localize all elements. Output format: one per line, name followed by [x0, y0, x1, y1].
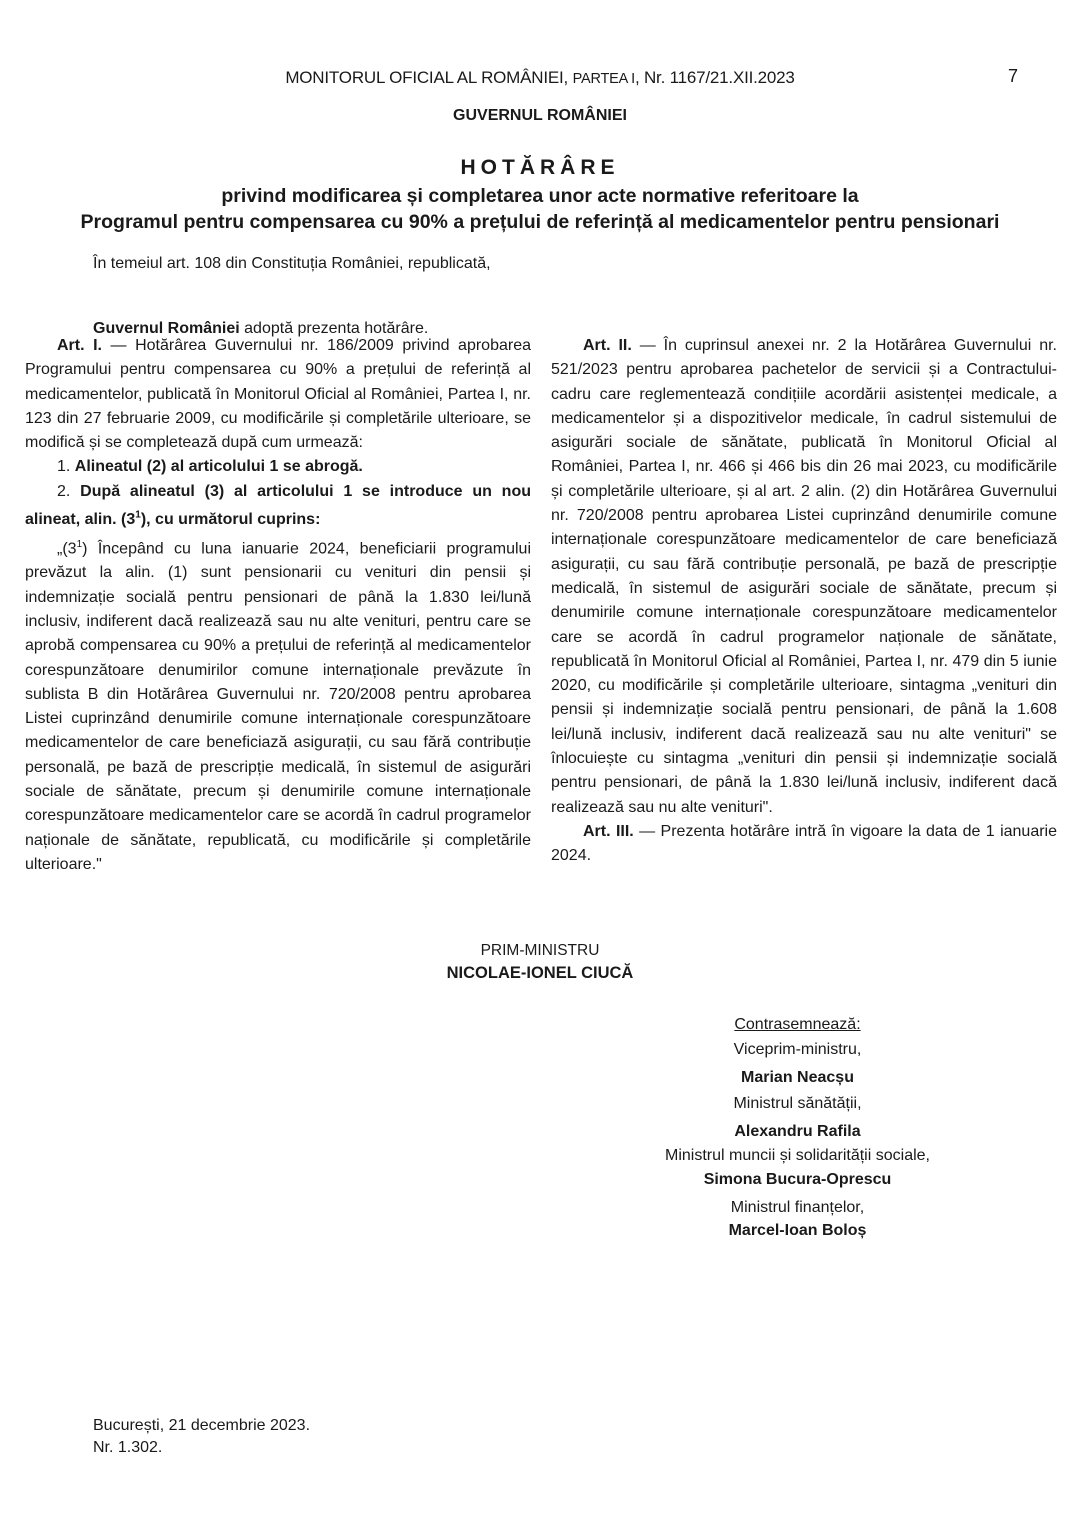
article-1: [25, 334, 531, 877]
document-subtitle: [0, 183, 1080, 235]
subtitle-line-2: Programul pentru compensarea cu 90% a prețului de referință al medicamentelor pentru pensionari: [80, 211, 1000, 233]
article-1-point-2: 2. După alineatul (3) al articolului 1 se introduce un nou alineat, alin. $(3^1)$, cu următorul cuprins:: [25, 482, 531, 529]
running-header: [0, 68, 1080, 88]
article-3-label: Art. III.: [583, 822, 634, 840]
preamble-adopter: Guvernul României: [93, 320, 240, 337]
preamble-adoption-text: adoptă prezenta hotărâre.: [239, 320, 429, 337]
decision-number: Nr. 1.302.: [93, 1439, 163, 1456]
article-1-point-1: 1. Alineatul (2) al articolului 1 se abrogă.: [57, 458, 363, 476]
signature-name: NICOLAE-IONEL CIUCĂ: [446, 964, 634, 982]
article-1-label: Art. I.: [57, 337, 102, 354]
article-1-intro-text: — Hotărârea Guvernului nr. 186/2009 privind aprobarea Programului pentru compensarea cu 90% a prețului de referință al medicamentelor, publicată în Monitorul Oficial al României, Partea I, nr. 123 din 27 februarie 2009, cu modificările și completările ulterioare, se modifică și se completează după cum urmează:: [25, 337, 531, 452]
countersign-role: Ministrul muncii și solidarității sociale,: [665, 1147, 930, 1164]
article-1-quoted-paragraph: $„(3^1)$ Începând cu luna ianuarie 2024, beneficiarii programului prevăzut la alin. (1) sunt pensionarii cu venituri din pensii și indemnizație socială pentru pensionari de până la 1.830 lei/lună inclusiv, indiferent dacă realizează sau nu alte venituri, pentru care se aprobă compensarea cu 90% a prețului de referință al medicamentelor corespunzătoare denumirilor comune internaționale prevăzute în sublista B din Hotărârea Guvernului nr. 720/2008 pentru aprobarea Listei cuprinzând denumirile comune internaționale corespunzătoare medicamentelor de care beneficiază asigurații, cu sau fără contribuție personală, pe bază de prescripție medicală, în sistemul de asigurări sociale de sănătate, precum și denumirile comune internaționale corespunzătoare medicamentelor care se acordă în cadrul programelor naționale de sănătate, republicată, cu modificările și completările ulterioare.": [25, 538, 531, 873]
signature-title: PRIM-MINISTRU: [480, 942, 600, 959]
countersign-heading: Contrasemnează:: [734, 1016, 861, 1033]
countersign-name: Marian Neacșu: [741, 1069, 854, 1086]
issuer-heading: GUVERNUL ROMÂNIEI: [453, 107, 627, 124]
page-number: 7: [1008, 66, 1019, 86]
article-3-text: — Prezenta hotărâre intră în vigoare la data de 1 ianuarie 2024.: [551, 822, 1058, 865]
article-2-label: Art. II.: [583, 337, 632, 354]
preamble-legal-basis: În temeiul art. 108 din Constituția României, republicată,: [93, 255, 491, 272]
countersign-name: Simona Bucura-Oprescu: [703, 1171, 892, 1188]
document-type-title: HOTĂRÂRE: [460, 156, 620, 179]
article-3: [551, 820, 1057, 869]
countersign-role: Ministrul sănătății,: [733, 1095, 862, 1112]
article-2: [551, 334, 1057, 820]
publication-part: PARTEA I: [572, 71, 635, 87]
countersign-name: Alexandru Rafila: [734, 1123, 861, 1140]
point-2-text: După alineatul (3) al articolului 1 se introduce un nou alineat, alin. $(3^1)$, cu următorul cuprins:: [25, 482, 531, 529]
point-1-text: Alineatul (2) al articolului 1 se abrogă.: [74, 458, 363, 476]
place-and-date: București, 21 decembrie 2023.: [93, 1417, 311, 1434]
countersign-role: Ministrul finanțelor,: [730, 1199, 865, 1216]
countersign-block: [640, 1016, 955, 1240]
articles-2-3: [551, 334, 1057, 869]
subtitle-line-1: privind modificarea și completarea unor acte normative referitoare la: [221, 185, 859, 207]
article-1-intro: [25, 334, 531, 455]
article-2-text: — În cuprinsul anexei nr. 2 la Hotărârea Guvernului nr. 521/2023 pentru aprobarea pachetelor de servicii și a Contractului-cadru care reglementează condițiile acordării asistenței medicale, a medicamentelor și a dispozitivelor medicale, în cadrul sistemului de asigurări sociale de sănătate, publicată în Monitorul Oficial al României, Partea I, nr. 466 și 466 bis din 26 mai 2023, cu modificările și completările ulterioare, și al art. 2 alin. (2) din Hotărârea Guvernului nr. 720/2008 pentru aprobarea Listei cuprinzând denumirile comune internaționale corespunzătoare medicamentelor de care beneficiază asigurații, cu sau fără contribuție personală, pe bază de prescripție medicală, în sistemul de asigurări sociale de sănătate, precum și denumirile comune internaționale corespunzătoare medicamentelor care se acordă în cadrul programelor naționale de sănătate, republicată în Monitorul Oficial al României, Partea I, nr. 479 din 5 iunie 2020, cu modificările și completările ulterioare, sintagma „venituri din pensii și indemnizație socială pentru pensionari, de până la 1.608 lei/lună inclusiv, indiferent dacă realizează sau nu alte venituri" se înlocuiește cu sintagma „venituri din pensii și indemnizație socială pentru pensionari, de până la 1.830 lei/lună inclusiv, indiferent dacă realizează sau nu alte venituri".: [551, 337, 1057, 816]
countersign-role: Viceprim-ministru,: [733, 1041, 862, 1058]
publication-issue: , Nr. 1167/21.XII.2023: [634, 68, 795, 87]
publication-name: MONITORUL OFICIAL AL ROMÂNIEI,: [285, 68, 573, 87]
document-footer: [93, 1415, 310, 1459]
countersign-name: Marcel-Ioan Boloș: [728, 1222, 867, 1239]
